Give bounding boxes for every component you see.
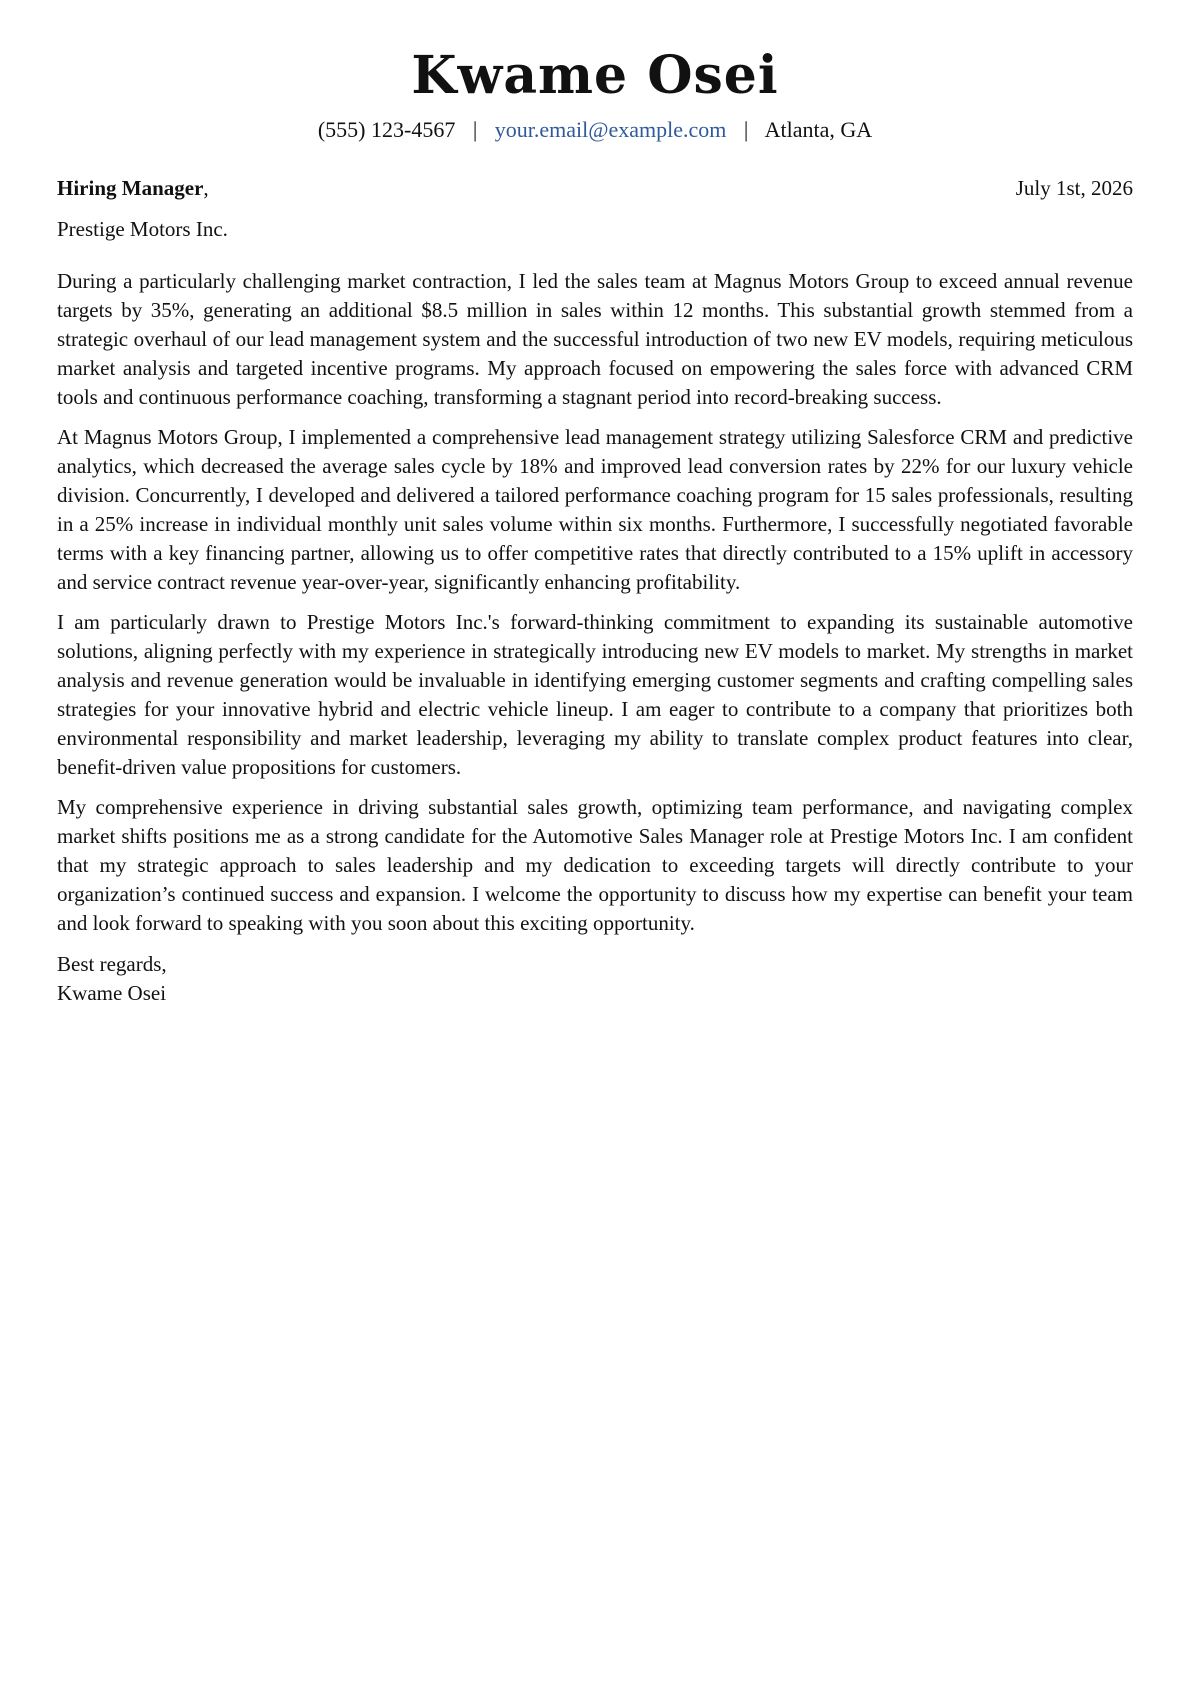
contact-separator: | [472,117,478,142]
contact-separator: | [743,117,749,142]
body-paragraph: My comprehensive experience in driving substantial sales growth, optimizing team performance, and navigating complex market shifts positions me as a strong candidate for the Automotive Sales Manager role at Prestige Motors Inc. I am confident that my strategic approach to sales leadership and my dedication to exceeding targets will directly contribute to your organization’s continued success and expansion. I welcome the opportunity to discuss how my expertise can benefit your team and look forward to speaking with you soon about this exciting opportunity. [57,795,1133,935]
recipient-name: Hiring Manager [57,176,204,200]
body-paragraph: During a particularly challenging market contraction, I led the sales team at Magnus Motors Group to exceed annual revenue targets by 35%, generating an additional $8.5 million in sales within 12 months. This substantial growth stemmed from a strategic overhaul of our lead management system and the successful introduction of two new EV models, requiring meticulous market analysis and targeted incentive programs. My approach focused on empowering the sales force with advanced CRM tools and continuous performance coaching, transforming a stagnant period into record-breaking success. [57,269,1133,409]
phone-number: (555) 123-4567 [317,117,456,142]
cover-letter-page [57,0,1133,1008]
company-name: Prestige Motors Inc. [57,217,228,241]
body-paragraph: I am particularly drawn to Prestige Motors Inc.'s forward-thinking commitment to expanding its sustainable automotive solutions, aligning perfectly with my experience in strategically introducing new EV models to market. My strengths in market analysis and revenue generation would be invaluable in identifying emerging customer segments and crafting compelling sales strategies for your innovative hybrid and electric vehicle lineup. I am eager to contribute to a company that prioritizes both environmental responsibility and market leadership, leveraging my ability to translate complex product features into clear, benefit-driven value propositions for customers. [57,610,1133,779]
body-paragraph: At Magnus Motors Group, I implemented a comprehensive lead management strategy utilizing Salesforce CRM and predictive analytics, which decreased the average sales cycle by 18% and improved lead conversion rates by 22% for our luxury vehicle division. Concurrently, I developed and delivered a tailored performance coaching program for 15 sales professionals, resulting in a 25% increase in individual monthly unit sales volume within six months. Furthermore, I successfully negotiated favorable terms with a key financing partner, allowing us to offer competitive rates that directly contributed to a 15% uplift in accessory and service contract revenue year-over-year, significantly enhancing profitability. [57,425,1133,594]
recipient-suffix: , [203,176,209,200]
location: Atlanta, GA [764,117,873,142]
letter-date: July 1st, 2026 [1015,176,1133,200]
applicant-name: Kwame Osei [411,45,779,106]
signature-name: Kwame Osei [57,981,167,1005]
salutation-row [57,174,1133,202]
salutation [57,174,209,202]
letter-body [57,267,1133,938]
closing-phrase: Best regards, [57,952,167,976]
email-link[interactable]: your.email@example.com [494,117,727,142]
contact-line [57,116,1133,144]
closing-block [57,950,1133,1008]
